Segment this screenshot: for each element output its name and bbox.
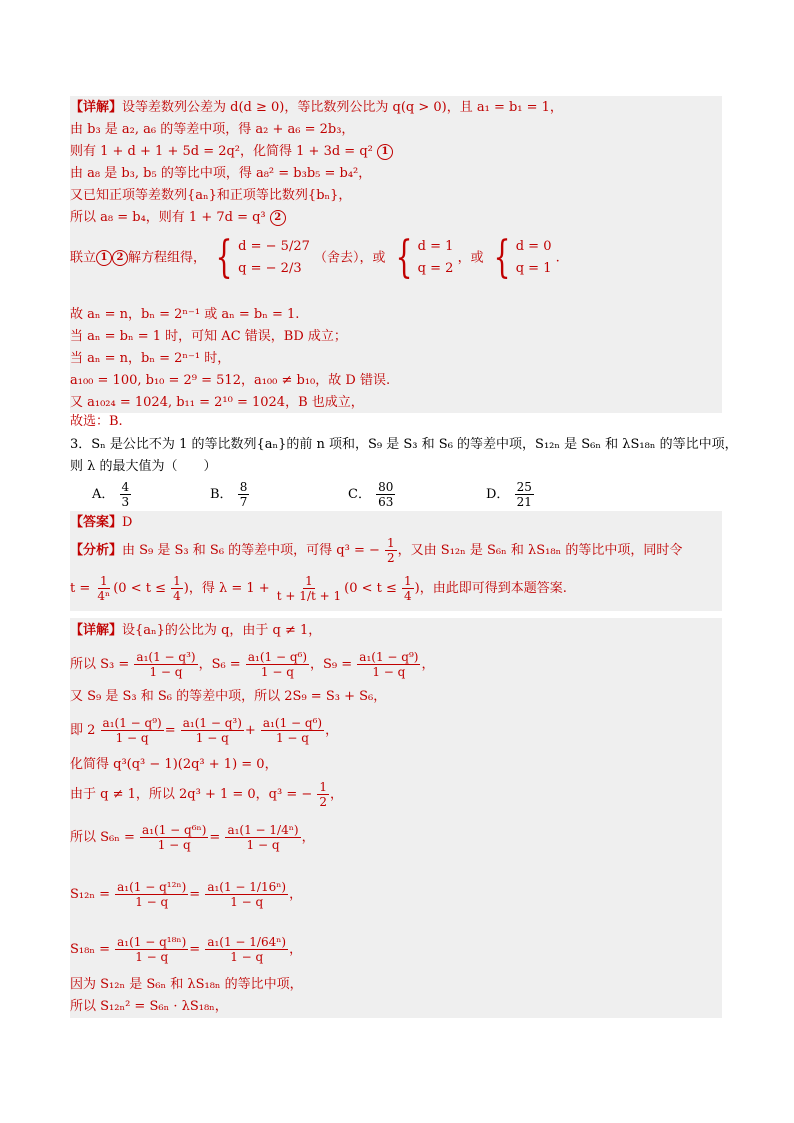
brace-icon: { xyxy=(215,232,233,283)
equation-system-1: { d = − 5/27 q = − 2/3 xyxy=(215,232,310,283)
solution2-line-9: 当 aₙ = bₙ = 1 时，可知 AC 错误，BD 成立； xyxy=(70,329,347,344)
solution2-line-7-system: 联立 1 2 解方程组得， { d = − 5/27 q = − 2/3 （舍去），或 { d = 1 q = 2 ，或 { d = 0 q = 1 . xyxy=(70,232,560,283)
detail-tag: 【详解】 xyxy=(70,100,123,115)
solution2-line-5: 又已知正项等差数列{aₙ}和正项等比数列{bₙ}， xyxy=(70,188,352,203)
option-a: A． $\frac{4}{3}$ xyxy=(92,480,130,509)
solution3-line-9: S₁₈ₙ = $\frac{\text{a₁(1 − q¹⁸ⁿ)}}{1 - q}$ = $\frac{\text{a₁(1 − 1/64ⁿ)}}{1 - q}$ ， xyxy=(70,935,303,964)
detail-tag: 【详解】 xyxy=(70,623,123,638)
circled-number-2-icon: 2 xyxy=(112,250,128,266)
circled-number-1-icon: 1 xyxy=(377,144,393,160)
analysis-tag: 【分析】 xyxy=(70,543,123,558)
solution3-line-1: 【详解】设{aₙ}的公比为 q，由于 q ≠ 1， xyxy=(70,623,322,638)
solution2-line-8: 故 aₙ = n，bₙ = 2ⁿ⁻¹ 或 aₙ = bₙ = 1. xyxy=(70,307,300,322)
option-c: C． $\frac{80}{63}$ xyxy=(348,480,394,509)
solution2-line-4: 由 a₈ 是 b₃, b₅ 的等比中项，得 a₈² = b₃b₅ = b₄²， xyxy=(70,166,372,181)
solution2-line-12: 又 a₁₀₂₄ = 1024, b₁₁ = 2¹⁰ = 1024，B 也成立， xyxy=(70,395,364,410)
equation-system-2: { d = 1 q = 2 xyxy=(395,232,454,283)
solution3-line-2: 所以 S₃ = $\frac{\text{a₁(1 − q³)}}{1 - q}$ ，S₆ = $\frac{\text{a₁(1 − q⁶)}}{1 - q}$ ，S₉ = $\frac{\text{a₁(1 − q⁹)}}{1 - q}$ ， xyxy=(70,650,435,679)
solution3-line-8: S₁₂ₙ = $\frac{\text{a₁(1 − q¹²ⁿ)}}{1 - q}$ = $\frac{\text{a₁(1 − 1/16ⁿ)}}{1 - q}$ ， xyxy=(70,880,303,909)
solution3-line-4: 即 2 $\frac{\text{a₁(1 − q⁹)}}{1 - q}$ = $\frac{\text{a₁(1 − q³)}}{1 - q}$ + $\frac{\text{a₁(1 − q⁶)}}{1 - q}$ ， xyxy=(70,716,339,745)
solution2-line-6: 所以 a₈ = b₄，则有 1 + 7d = q³ 2 xyxy=(70,209,286,227)
solution2-line-10: 当 aₙ = n，bₙ = 2ⁿ⁻¹ 时， xyxy=(70,351,231,366)
equation-system-3: { d = 0 q = 1 xyxy=(493,232,552,283)
analysis-line-1: 【分析】由 S₉ 是 S₃ 和 S₆ 的等差中项，可得 q³ = − $\frac{1}{2}$ ，又由 S₁₂ₙ 是 S₆ₙ 和 λS₁₈ₙ 的等比中项，同时令 xyxy=(70,536,683,565)
answer-tag: 【答案】 xyxy=(70,515,123,530)
brace-icon: { xyxy=(395,232,413,283)
solution2-line-3: 则有 1 + d + 1 + 5d = 2q²，化简得 1 + 3d = q² 1 xyxy=(70,143,393,161)
solution2-line-1: 【详解】设等差数列公差为 d(d ≥ 0)，等比数列公比为 q(q > 0)，且 a₁ = b₁ = 1， xyxy=(70,100,563,115)
question3-line-2: 则 λ 的最大值为（ ） xyxy=(70,459,217,474)
solution3-line-5: 化简得 q³(q³ − 1)(2q³ + 1) = 0， xyxy=(70,757,278,772)
solution2-line-2: 由 b₃ 是 a₂, a₆ 的等差中项，得 a₂ + a₆ = 2b₃， xyxy=(70,122,355,137)
solution3-line-6: 由于 q ≠ 1，所以 2q³ + 1 = 0，q³ = − $\frac{1}{2}$ ， xyxy=(70,780,344,809)
answer-line: 【答案】D xyxy=(70,515,133,530)
solution3-line-11: 所以 S₁₂ₙ² = S₆ₙ · λS₁₈ₙ， xyxy=(70,999,228,1014)
question3-line-1: 3．Sₙ 是公比不为 1 的等比数列{aₙ}的前 n 项和，S₉ 是 S₃ 和 S₆ 的等差中项，S₁₂ₙ 是 S₆ₙ 和 λS₁₈ₙ 的等比中项， xyxy=(70,437,738,452)
analysis-line-2: t = $\frac{1}{\text{4ⁿ}}$ (0 < t ≤ $\frac{1}{4}$ )，得 λ = 1 + $\frac{1}{t + 1/t + 1}$ (0 < t ≤ $\frac{1}{4}$ )，由此即可得到本题答案. xyxy=(70,574,567,603)
option-b: B． $\frac{8}{7}$ xyxy=(210,480,248,509)
solution3-line-3: 又 S₉ 是 S₃ 和 S₆ 的等差中项，所以 2S₉ = S₃ + S₆， xyxy=(70,689,387,704)
solution3-line-10: 因为 S₁₂ₙ 是 S₆ₙ 和 λS₁₈ₙ 的等比中项， xyxy=(70,977,303,992)
solution2-line-13: 故选：B. xyxy=(70,414,123,429)
brace-icon: { xyxy=(493,232,511,283)
solution3-line-7: 所以 S₆ₙ = $\frac{\text{a₁(1 − q⁶ⁿ)}}{1 - q}$ = $\frac{\text{a₁(1 − 1/4ⁿ)}}{1 - q}$ ， xyxy=(70,823,315,852)
solution2-line-11: a₁₀₀ = 100, b₁₀ = 2⁹ = 512，a₁₀₀ ≠ b₁₀，故 D 错误. xyxy=(70,373,391,388)
circled-number-1-icon: 1 xyxy=(96,250,112,266)
option-d: D． $\frac{25}{21}$ xyxy=(486,480,532,509)
circled-number-2-icon: 2 xyxy=(270,210,286,226)
